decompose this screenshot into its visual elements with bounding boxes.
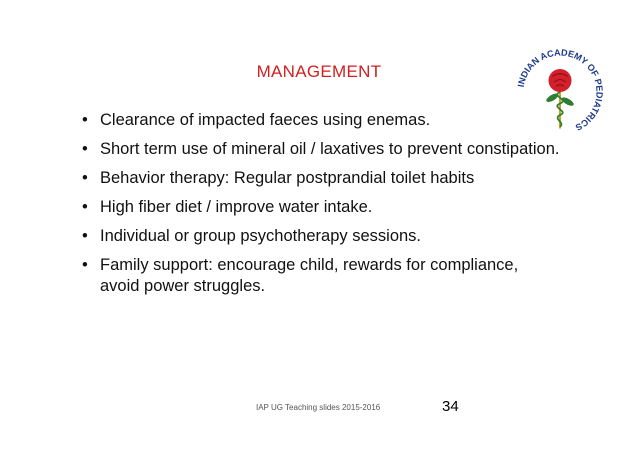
bullet-text: Clearance of impacted faeces using enemas. bbox=[100, 111, 431, 129]
bullet-item bbox=[82, 110, 562, 131]
bullet-dot: • bbox=[82, 169, 88, 187]
bullet-dot: • bbox=[82, 111, 88, 129]
footer-text: IAP UG Teaching slides 2015-2016 bbox=[256, 403, 381, 412]
bullet-item bbox=[82, 226, 562, 247]
bullet-list bbox=[82, 110, 562, 305]
bullet-text: Individual or group psychotherapy sessions. bbox=[100, 227, 422, 245]
bullet-item bbox=[82, 197, 562, 218]
bullet-item bbox=[82, 168, 562, 189]
bullet-text: Family support: encourage child, rewards for compliance, avoid power struggles. bbox=[100, 256, 519, 295]
bullet-text: Behavior therapy: Regular postprandial toilet habits bbox=[100, 169, 475, 187]
logo-ring-text: INDIAN ACADEMY OF PEDIATRICS bbox=[515, 47, 605, 133]
bullet-text: High fiber diet / improve water intake. bbox=[100, 198, 373, 216]
bullet-text: Short term use of mineral oil / laxatives to prevent constipation. bbox=[100, 140, 560, 158]
bullet-item bbox=[82, 255, 562, 297]
slide-title: MANAGEMENT bbox=[256, 62, 382, 81]
bullet-dot: • bbox=[82, 256, 88, 274]
bullet-dot: • bbox=[82, 198, 88, 216]
bullet-item bbox=[82, 139, 562, 160]
bullet-dot: • bbox=[82, 227, 88, 245]
bullet-dot: • bbox=[82, 140, 88, 158]
page-number: 34 bbox=[442, 398, 459, 415]
